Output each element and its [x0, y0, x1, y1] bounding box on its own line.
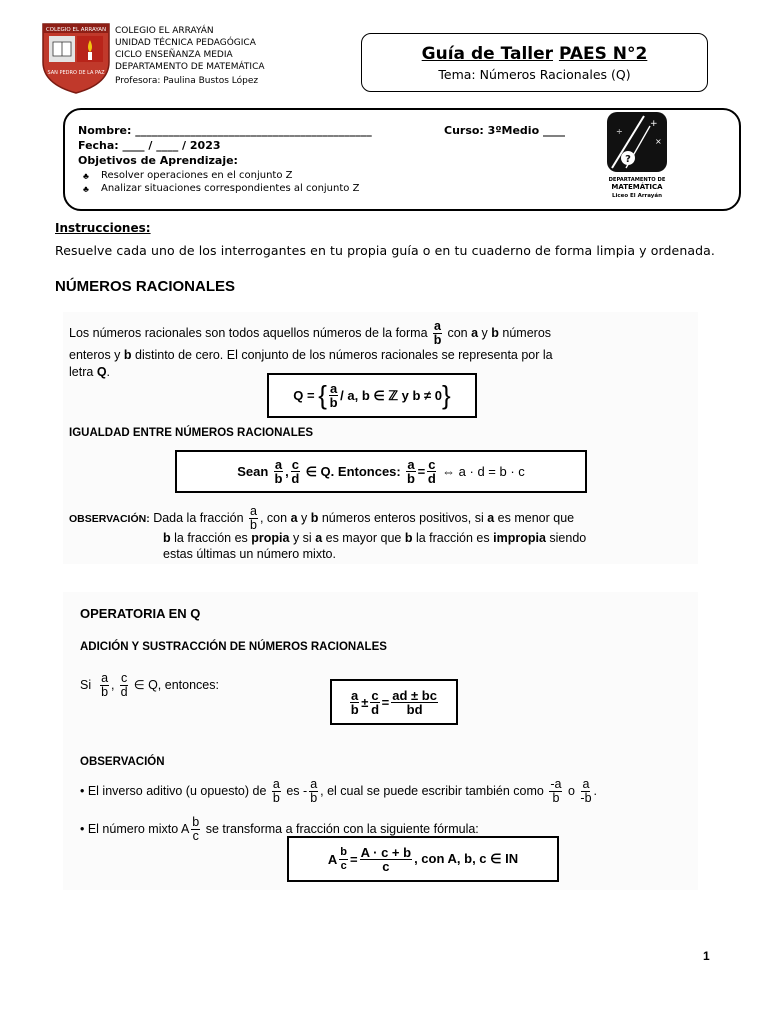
- objetivo-item: Resolver operaciones en el conjunto Z: [101, 170, 293, 181]
- objetivo-item: Analizar situaciones correspondientes al conjunto Z: [101, 183, 360, 194]
- guide-title: Guía de Taller PAES N°2: [421, 44, 648, 64]
- fecha-field[interactable]: Fecha: ____ / ____ / 2023: [78, 139, 221, 152]
- observation-2-bullet-2: • El número mixto A $\frac{b}{c}$ se transforma a fracción con la siguiente fórmula:: [80, 815, 479, 843]
- observation-1-line-3: estas últimas un número mixto.: [163, 547, 336, 561]
- svg-text:÷: ÷: [616, 127, 623, 136]
- observation-1-line-1: OBSERVACIÓN: Dada la fracción $\frac{a}{b}$ , con a y b números enteros positivos, si a es menor que: [69, 504, 575, 532]
- svg-text:MATEMÁTICA: MATEMÁTICA: [611, 183, 663, 191]
- school-cycle: CICLO ENSEÑANZA MEDIA: [115, 50, 233, 60]
- curso-field[interactable]: Curso: 3ºMedio ____: [444, 124, 565, 137]
- equality-formula: Sean $\frac{a}{b}$ , $\frac{c}{d}$ ∈ Q. Entonces: $\frac{a}{b}$ = $\frac{c}{d}$ ⇔ a · d = b · c: [175, 450, 587, 493]
- equality-heading: IGUALDAD ENTRE NÚMEROS RACIONALES: [69, 427, 314, 439]
- page-number: 1: [703, 949, 710, 963]
- teacher-name: Profesora: Paulina Bustos López: [115, 76, 259, 86]
- school-crest-logo: [41, 22, 111, 94]
- svg-text:×: ×: [655, 137, 662, 146]
- school-name: COLEGIO EL ARRAYÁN: [115, 26, 214, 36]
- instructions-text: Resuelve cada uno de los interrogantes en tu propia guía o en tu cuaderno de forma limpia y ordenada.: [55, 243, 715, 258]
- addition-formula: $\frac{a}{b}$ ± $\frac{c}{d}$ = $\frac{ad \pm bc}{bd}$: [330, 679, 458, 725]
- instructions-title: Instrucciones:: [55, 221, 151, 235]
- addition-condition: Si $\frac{a}{b}$ , $\frac{c}{d}$ ∈ Q, entonces:: [80, 671, 219, 699]
- club-bullet-icon: ♣: [83, 171, 89, 181]
- fraction-a-b: $\frac{a}{b}$: [433, 319, 442, 347]
- observation-1-line-2: b la fracción es propia y si a es mayor que b la fracción es impropia siendo: [163, 531, 587, 545]
- svg-text:DEPARTAMENTO DE: DEPARTAMENTO DE: [608, 177, 666, 183]
- nombre-field[interactable]: Nombre: ___________________________________________: [78, 124, 372, 137]
- guide-subject: Tema: Números Racionales (Q): [438, 67, 631, 82]
- school-department: DEPARTAMENTO DE MATEMÁTICA: [115, 62, 265, 72]
- addition-heading: ADICIÓN Y SUSTRACCIÓN DE NÚMEROS RACIONALES: [80, 641, 387, 653]
- definition-line-1: Los números racionales son todos aquellos números de la forma $\frac{a}{b}$ con a y b números: [69, 319, 552, 347]
- definition-line-2: enteros y b distinto de cero. El conjunto de los números racionales se representa por la: [69, 348, 553, 362]
- svg-text:Liceo El Arrayán: Liceo El Arrayán: [611, 193, 663, 199]
- svg-text:?: ?: [625, 154, 631, 165]
- club-bullet-icon: ♣: [83, 184, 89, 194]
- rational-set-formula: Q = { $\frac{a}{b}$ / a, b ∈ ℤ y b ≠ 0 }: [267, 373, 477, 418]
- svg-text:SAN PEDRO DE LA PAZ: SAN PEDRO DE LA PAZ: [47, 70, 105, 76]
- definition-line-3: letra Q.: [69, 365, 111, 379]
- mixed-number-formula: A $\frac{b}{c}$ = $\frac{A \cdot c + b}{c}$ , con A, b, c ∈ IN: [287, 836, 559, 882]
- svg-text:COLEGIO EL ARRAYAN: COLEGIO EL ARRAYAN: [45, 27, 107, 33]
- title-box: [361, 33, 708, 92]
- svg-text:+: +: [650, 119, 658, 129]
- observation-2-label: OBSERVACIÓN: [80, 756, 165, 768]
- objetivos-label: Objetivos de Aprendizaje:: [78, 154, 238, 167]
- section-title: NÚMEROS RACIONALES: [55, 278, 236, 295]
- operatoria-heading: OPERATORIA EN Q: [80, 606, 201, 621]
- school-unit: UNIDAD TÉCNICA PEDAGÓGICA: [115, 38, 256, 48]
- math-department-logo: [606, 112, 668, 200]
- observation-2-bullet-1: • El inverso aditivo (u opuesto) de $\frac{a}{b}$ es - $\frac{a}{b}$ , el cual se puede escribir también como $\frac{-a}{b}$ o $\frac{a}{-b}$ .: [80, 777, 598, 805]
